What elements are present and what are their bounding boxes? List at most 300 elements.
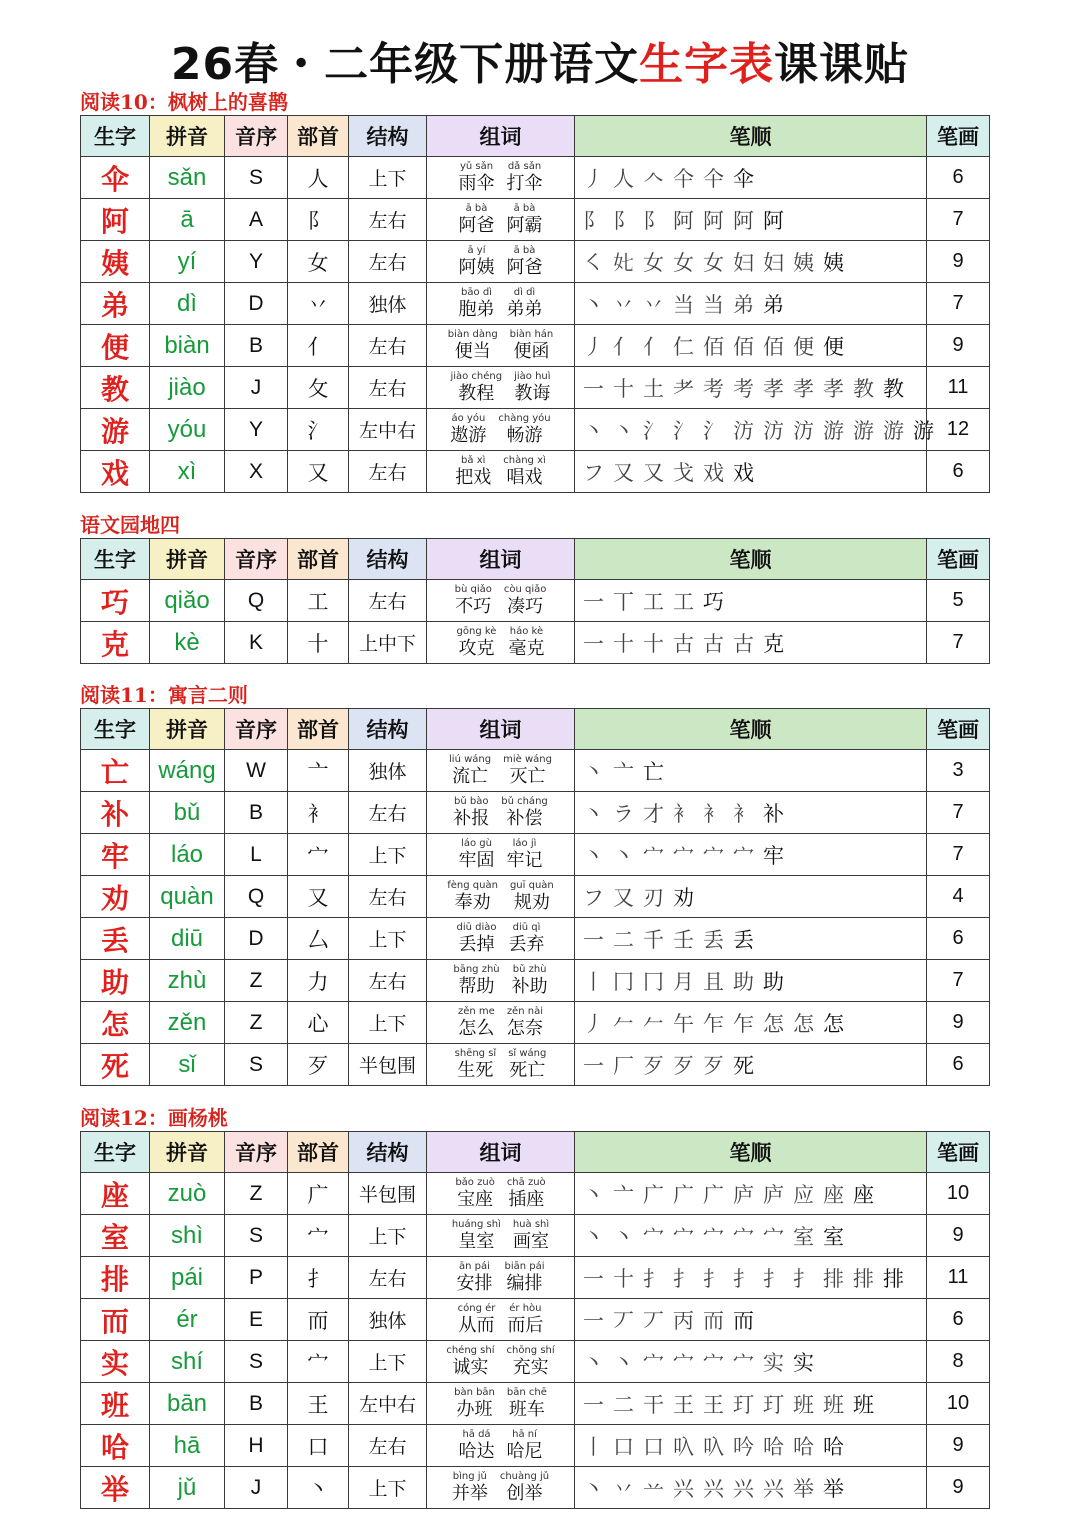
pinyin-cell: yí xyxy=(150,241,225,283)
stroke-step: 教 xyxy=(883,376,904,401)
stroke-step: 牢 xyxy=(763,843,784,868)
stroke-step: 𠂉 xyxy=(613,1011,634,1036)
word-text: 便函 xyxy=(513,341,550,362)
radical-cell: 阝 xyxy=(288,199,349,241)
stroke-step: 阝 xyxy=(613,208,634,233)
word-pinyin: bǔ bào xyxy=(454,796,489,807)
stroke-count-cell: 11 xyxy=(927,1257,990,1299)
stroke-step: 教 xyxy=(853,376,874,401)
structure-cell: 左右 xyxy=(349,960,427,1002)
word-pinyin: bǔ zhù xyxy=(512,964,547,975)
stroke-step: 扌 xyxy=(763,1266,784,1291)
word-text: 弟弟 xyxy=(506,299,543,320)
radical-cell: 广 xyxy=(288,1173,349,1215)
column-header: 拼音 xyxy=(150,709,225,750)
structure-cell: 左右 xyxy=(349,876,427,918)
word-text: 插座 xyxy=(508,1189,545,1210)
word-item xyxy=(459,1430,495,1461)
stroke-step: 宀 xyxy=(733,843,754,868)
stroke-step: 丷 xyxy=(613,1476,634,1501)
word-group-cell xyxy=(427,1467,575,1509)
stroke-count-cell: 4 xyxy=(927,876,990,918)
pinyin-cell: yóu xyxy=(150,409,225,451)
word-item xyxy=(509,923,545,954)
word-text: 打伞 xyxy=(506,173,543,194)
word-pinyin: láo gù xyxy=(461,838,492,849)
stroke-count-cell: 9 xyxy=(927,1467,990,1509)
sound-order-cell: J xyxy=(225,367,288,409)
stroke-order-cell xyxy=(575,960,927,1002)
word-pinyin: ā bà xyxy=(513,203,536,214)
word-group-cell xyxy=(427,157,575,199)
word-item xyxy=(507,1430,543,1461)
stroke-count-cell: 6 xyxy=(927,918,990,960)
word-pair xyxy=(427,797,574,828)
word-pair xyxy=(427,288,574,319)
stroke-step: 二 xyxy=(613,1392,634,1417)
stroke-step: 乍 xyxy=(733,1011,754,1036)
stroke-count-cell: 6 xyxy=(927,451,990,493)
word-pinyin: chōng shí xyxy=(506,1345,555,1356)
sound-order-cell: Q xyxy=(225,876,288,918)
stroke-step: 吟 xyxy=(733,1434,754,1459)
section-title: 语文园地四 xyxy=(80,513,180,537)
word-pair xyxy=(427,585,574,616)
word-group-cell xyxy=(427,750,575,792)
structure-cell: 半包围 xyxy=(349,1044,427,1086)
stroke-step: 扌 xyxy=(703,1266,724,1291)
stroke-step: 一 xyxy=(583,376,604,401)
sound-order-cell: S xyxy=(225,1044,288,1086)
stroke-step: 玎 xyxy=(733,1392,754,1417)
column-header: 组词 xyxy=(427,1132,575,1173)
word-pair xyxy=(427,881,574,912)
word-item xyxy=(507,288,543,319)
stroke-step: 𠂉 xyxy=(643,1011,664,1036)
radical-cell: 丶 xyxy=(288,1467,349,1509)
stroke-step: 阿 xyxy=(703,208,724,233)
structure-cell: 上下 xyxy=(349,918,427,960)
word-text: 唱戏 xyxy=(506,467,543,488)
stroke-step: 便 xyxy=(823,334,844,359)
stroke-step: 广 xyxy=(673,1182,694,1207)
stroke-step: 宀 xyxy=(673,1350,694,1375)
word-pair xyxy=(427,1220,574,1251)
stroke-count-cell: 8 xyxy=(927,1341,990,1383)
radical-cell: 衤 xyxy=(288,792,349,834)
character-cell: 戏 xyxy=(81,451,150,493)
column-header: 音序 xyxy=(225,1132,288,1173)
word-pair xyxy=(427,755,574,786)
word-text: 并举 xyxy=(451,1483,488,1504)
word-item xyxy=(459,162,495,193)
word-item xyxy=(504,585,547,616)
column-header: 部首 xyxy=(288,539,349,580)
pinyin-cell: quàn xyxy=(150,876,225,918)
stroke-step: 䒑 xyxy=(643,1476,664,1501)
word-item xyxy=(514,372,550,403)
pinyin-cell: zhù xyxy=(150,960,225,1002)
stroke-step: 丢 xyxy=(733,927,754,952)
radical-cell: 心 xyxy=(288,1002,349,1044)
table-row xyxy=(81,1257,990,1299)
word-pinyin: ā bà xyxy=(513,245,536,256)
radical-cell: 宀 xyxy=(288,1215,349,1257)
word-text: 毫克 xyxy=(508,638,545,659)
word-pair xyxy=(427,204,574,235)
stroke-step: 丶 xyxy=(583,801,604,826)
sound-order-cell: B xyxy=(225,325,288,367)
word-text: 编排 xyxy=(506,1273,543,1294)
word-pair xyxy=(427,839,574,870)
stroke-step: 便 xyxy=(793,334,814,359)
stroke-step: 氵 xyxy=(673,418,694,443)
sound-order-cell: W xyxy=(225,750,288,792)
stroke-step: 口 xyxy=(613,1434,634,1459)
word-group-cell xyxy=(427,1044,575,1086)
stroke-step: 丙 xyxy=(673,1308,694,1333)
stroke-step: 一 xyxy=(583,1266,604,1291)
word-item xyxy=(507,839,543,870)
structure-cell: 独体 xyxy=(349,283,427,325)
stroke-step: 口 xyxy=(643,1434,664,1459)
column-header: 笔顺 xyxy=(575,1132,927,1173)
stroke-step: 姨 xyxy=(823,250,844,275)
table-row xyxy=(81,918,990,960)
word-pinyin: chéng shí xyxy=(446,1345,495,1356)
stroke-step: 丨 xyxy=(583,969,604,994)
structure-cell: 左中右 xyxy=(349,409,427,451)
word-text: 诚实 xyxy=(452,1357,489,1378)
word-text: 创举 xyxy=(506,1483,543,1504)
character-cell: 座 xyxy=(81,1173,150,1215)
structure-cell: 上下 xyxy=(349,1341,427,1383)
pinyin-cell: jiào xyxy=(150,367,225,409)
column-header: 生字 xyxy=(81,709,150,750)
sound-order-cell: Q xyxy=(225,580,288,622)
radical-cell: 宀 xyxy=(288,1341,349,1383)
word-pinyin: láo jì xyxy=(512,838,537,849)
stroke-step: 丶 xyxy=(583,1350,604,1375)
stroke-step: 一 xyxy=(583,1392,604,1417)
structure-cell: 左中右 xyxy=(349,1383,427,1425)
sound-order-cell: D xyxy=(225,918,288,960)
word-item xyxy=(450,414,486,445)
word-pair xyxy=(427,414,574,445)
word-pair xyxy=(427,1472,574,1503)
radical-cell: 王 xyxy=(288,1383,349,1425)
word-group-cell xyxy=(427,367,575,409)
word-pinyin: dì dì xyxy=(513,287,536,298)
table-row xyxy=(81,451,990,493)
word-pinyin: diū diào xyxy=(456,922,497,933)
stroke-step: 一 xyxy=(583,1053,604,1078)
word-pinyin: bìng jǔ xyxy=(452,1471,487,1482)
column-header: 部首 xyxy=(288,116,349,157)
word-text: 生死 xyxy=(457,1060,494,1081)
word-text: 畅游 xyxy=(506,425,543,446)
stroke-step: 戈 xyxy=(673,460,694,485)
stroke-step: 女 xyxy=(643,250,664,275)
word-item xyxy=(456,923,496,954)
word-pinyin: bǔ cháng xyxy=(501,796,548,807)
word-pinyin: chàng xì xyxy=(503,455,546,466)
radical-cell: 而 xyxy=(288,1299,349,1341)
stroke-step: 丿 xyxy=(583,166,604,191)
word-pinyin: jiào huì xyxy=(514,371,551,382)
column-header: 结构 xyxy=(349,1132,427,1173)
character-cell: 室 xyxy=(81,1215,150,1257)
stroke-order-cell xyxy=(575,367,927,409)
stroke-step: 庐 xyxy=(733,1182,754,1207)
stroke-step: 人 xyxy=(613,166,634,191)
word-text: 灭亡 xyxy=(509,766,546,787)
stroke-step: 衤 xyxy=(703,801,724,826)
stroke-count-cell: 12 xyxy=(927,409,990,451)
stroke-order-cell xyxy=(575,325,927,367)
stroke-step: 排 xyxy=(853,1266,874,1291)
stroke-step: ㇛ xyxy=(583,250,604,275)
stroke-order-cell xyxy=(575,241,927,283)
stroke-step: 孝 xyxy=(823,376,844,401)
stroke-step: 𠆢 xyxy=(643,166,664,191)
word-text: 阿爸 xyxy=(458,215,495,236)
word-pinyin: huà shì xyxy=(512,1219,550,1230)
word-text: 画室 xyxy=(513,1231,549,1252)
stroke-step: 仁 xyxy=(673,334,694,359)
stroke-step: 宀 xyxy=(703,1350,724,1375)
stroke-step: 扌 xyxy=(673,1266,694,1291)
stroke-order-cell xyxy=(575,1341,927,1383)
character-cell: 阿 xyxy=(81,199,150,241)
stroke-step: 怎 xyxy=(793,1011,814,1036)
word-group-cell xyxy=(427,960,575,1002)
pinyin-cell: wáng xyxy=(150,750,225,792)
stroke-order-cell xyxy=(575,1467,927,1509)
word-item xyxy=(452,1220,501,1251)
stroke-step: 丶 xyxy=(583,843,604,868)
stroke-step: 补 xyxy=(763,801,784,826)
stroke-count-cell: 6 xyxy=(927,157,990,199)
radical-cell: 亻 xyxy=(288,325,349,367)
radical-cell: 又 xyxy=(288,876,349,918)
stroke-step: 阿 xyxy=(733,208,754,233)
word-pinyin: zěn me xyxy=(458,1006,495,1017)
word-item xyxy=(459,839,495,870)
word-pinyin: chuàng jǔ xyxy=(499,1471,550,1482)
structure-cell: 上下 xyxy=(349,1002,427,1044)
word-pair xyxy=(427,246,574,277)
table-row xyxy=(81,622,990,664)
stroke-step: 叺 xyxy=(703,1434,724,1459)
stroke-count-cell: 7 xyxy=(927,792,990,834)
stroke-step: 氵 xyxy=(703,418,724,443)
radical-cell: 宀 xyxy=(288,834,349,876)
character-table xyxy=(80,115,990,493)
word-text: 凑巧 xyxy=(507,596,544,617)
pinyin-cell: dì xyxy=(150,283,225,325)
column-header: 拼音 xyxy=(150,1132,225,1173)
sound-order-cell: S xyxy=(225,1215,288,1257)
pinyin-cell: bān xyxy=(150,1383,225,1425)
sound-order-cell: P xyxy=(225,1257,288,1299)
sound-order-cell: S xyxy=(225,157,288,199)
stroke-step: 土 xyxy=(643,376,664,401)
stroke-step: 考 xyxy=(733,376,754,401)
word-text: 流亡 xyxy=(452,766,489,787)
stroke-step: 死 xyxy=(733,1053,754,1078)
stroke-step: 亻 xyxy=(613,334,634,359)
stroke-count-cell: 9 xyxy=(927,1425,990,1467)
sound-order-cell: Z xyxy=(225,1002,288,1044)
radical-cell: 攵 xyxy=(288,367,349,409)
radical-cell: 十 xyxy=(288,622,349,664)
stroke-step: 千 xyxy=(643,927,664,952)
sound-order-cell: A xyxy=(225,199,288,241)
word-pinyin: sǐ wáng xyxy=(508,1048,547,1059)
stroke-step: 哈 xyxy=(793,1434,814,1459)
table-row xyxy=(81,750,990,792)
stroke-count-cell: 9 xyxy=(927,1002,990,1044)
word-text: 补助 xyxy=(511,976,548,997)
word-pinyin: cóng ér xyxy=(457,1303,496,1314)
stroke-step: 耂 xyxy=(673,376,694,401)
structure-cell: 半包围 xyxy=(349,1173,427,1215)
section xyxy=(80,89,989,493)
structure-cell: 上下 xyxy=(349,157,427,199)
word-pinyin: huáng shì xyxy=(451,1219,501,1230)
structure-cell: 左右 xyxy=(349,199,427,241)
stroke-step: 又 xyxy=(613,460,634,485)
stroke-step: 哈 xyxy=(823,1434,844,1459)
stroke-step: フ xyxy=(583,460,604,485)
stroke-step: 考 xyxy=(703,376,724,401)
word-pair xyxy=(427,372,574,403)
stroke-step: 广 xyxy=(703,1182,724,1207)
stroke-step: 丶 xyxy=(583,759,604,784)
word-item xyxy=(458,1007,495,1038)
stroke-step: 宀 xyxy=(673,843,694,868)
stroke-step: 怎 xyxy=(763,1011,784,1036)
word-pinyin: bān chē xyxy=(506,1387,547,1398)
stroke-step: 孝 xyxy=(763,376,784,401)
table-row xyxy=(81,960,990,1002)
stroke-step: 宀 xyxy=(733,1350,754,1375)
stroke-step: 丶 xyxy=(583,1182,604,1207)
stroke-order-cell xyxy=(575,1257,927,1299)
table-row xyxy=(81,1044,990,1086)
character-cell: 便 xyxy=(81,325,150,367)
word-pinyin: dǎ sǎn xyxy=(507,161,542,172)
word-item xyxy=(446,1346,494,1377)
stroke-step: 丅 xyxy=(613,589,634,614)
sound-order-cell: H xyxy=(225,1425,288,1467)
sound-order-cell: Y xyxy=(225,241,288,283)
stroke-order-cell xyxy=(575,1299,927,1341)
word-pair xyxy=(427,923,574,954)
column-header: 结构 xyxy=(349,116,427,157)
sound-order-cell: B xyxy=(225,1383,288,1425)
word-pinyin: hā dá xyxy=(462,1429,491,1440)
word-pair xyxy=(427,965,574,996)
column-header: 笔画 xyxy=(927,539,990,580)
character-cell: 助 xyxy=(81,960,150,1002)
sound-order-cell: Y xyxy=(225,409,288,451)
stroke-step: 一 xyxy=(583,1308,604,1333)
stroke-step: 丶 xyxy=(583,418,604,443)
stroke-step: 歹 xyxy=(643,1053,664,1078)
word-item xyxy=(498,414,550,445)
word-pair xyxy=(427,1388,574,1419)
stroke-step: 宀 xyxy=(673,1224,694,1249)
table-row xyxy=(81,1341,990,1383)
stroke-step: 阝 xyxy=(583,208,604,233)
word-text: 攻克 xyxy=(458,638,495,659)
word-text: 皇室 xyxy=(458,1231,495,1252)
stroke-step: 厂 xyxy=(613,1053,634,1078)
stroke-count-cell: 9 xyxy=(927,325,990,367)
stroke-step: 衤 xyxy=(673,801,694,826)
stroke-order-cell xyxy=(575,622,927,664)
stroke-step: 古 xyxy=(703,631,724,656)
column-header: 笔画 xyxy=(927,709,990,750)
stroke-step: 弟 xyxy=(733,292,754,317)
section xyxy=(80,682,989,1086)
structure-cell: 独体 xyxy=(349,1299,427,1341)
stroke-step: 宀 xyxy=(733,1224,754,1249)
stroke-step: 戏 xyxy=(703,460,724,485)
word-item xyxy=(454,1388,495,1419)
column-header: 音序 xyxy=(225,539,288,580)
character-cell: 班 xyxy=(81,1383,150,1425)
word-text: 教程 xyxy=(458,383,495,404)
radical-cell: 又 xyxy=(288,451,349,493)
stroke-step: 歹 xyxy=(703,1053,724,1078)
word-pinyin: chàng yóu xyxy=(498,413,551,424)
word-text: 阿爸 xyxy=(506,257,543,278)
word-item xyxy=(459,246,495,277)
stroke-step: 弟 xyxy=(763,292,784,317)
stroke-step: 兴 xyxy=(763,1476,784,1501)
word-pinyin: bàn bān xyxy=(454,1387,495,1398)
stroke-step: 宀 xyxy=(643,1350,664,1375)
stroke-step: 班 xyxy=(793,1392,814,1417)
radical-cell: 女 xyxy=(288,241,349,283)
stroke-step: 宀 xyxy=(703,843,724,868)
stroke-step: 兴 xyxy=(733,1476,754,1501)
radical-cell: 丷 xyxy=(288,283,349,325)
word-pinyin: ā bà xyxy=(465,203,488,214)
word-pinyin: áo yóu xyxy=(451,413,486,424)
word-text: 哈尼 xyxy=(506,1441,543,1462)
stroke-step: 十 xyxy=(613,376,634,401)
word-pinyin: ān pái xyxy=(459,1261,490,1272)
character-table xyxy=(80,538,990,664)
word-pair xyxy=(427,1430,574,1461)
stroke-step: 二 xyxy=(613,927,634,952)
word-group-cell xyxy=(427,409,575,451)
word-pinyin: bāng zhù xyxy=(453,964,500,975)
pinyin-cell: diū xyxy=(150,918,225,960)
table-header-row xyxy=(81,1132,990,1173)
sound-order-cell: X xyxy=(225,451,288,493)
sound-order-cell: J xyxy=(225,1467,288,1509)
word-pinyin: zěn nài xyxy=(506,1006,543,1017)
radical-cell: 扌 xyxy=(288,1257,349,1299)
stroke-step: 游 xyxy=(913,418,934,443)
stroke-step: 扌 xyxy=(733,1266,754,1291)
stroke-step: 冂 xyxy=(643,969,664,994)
